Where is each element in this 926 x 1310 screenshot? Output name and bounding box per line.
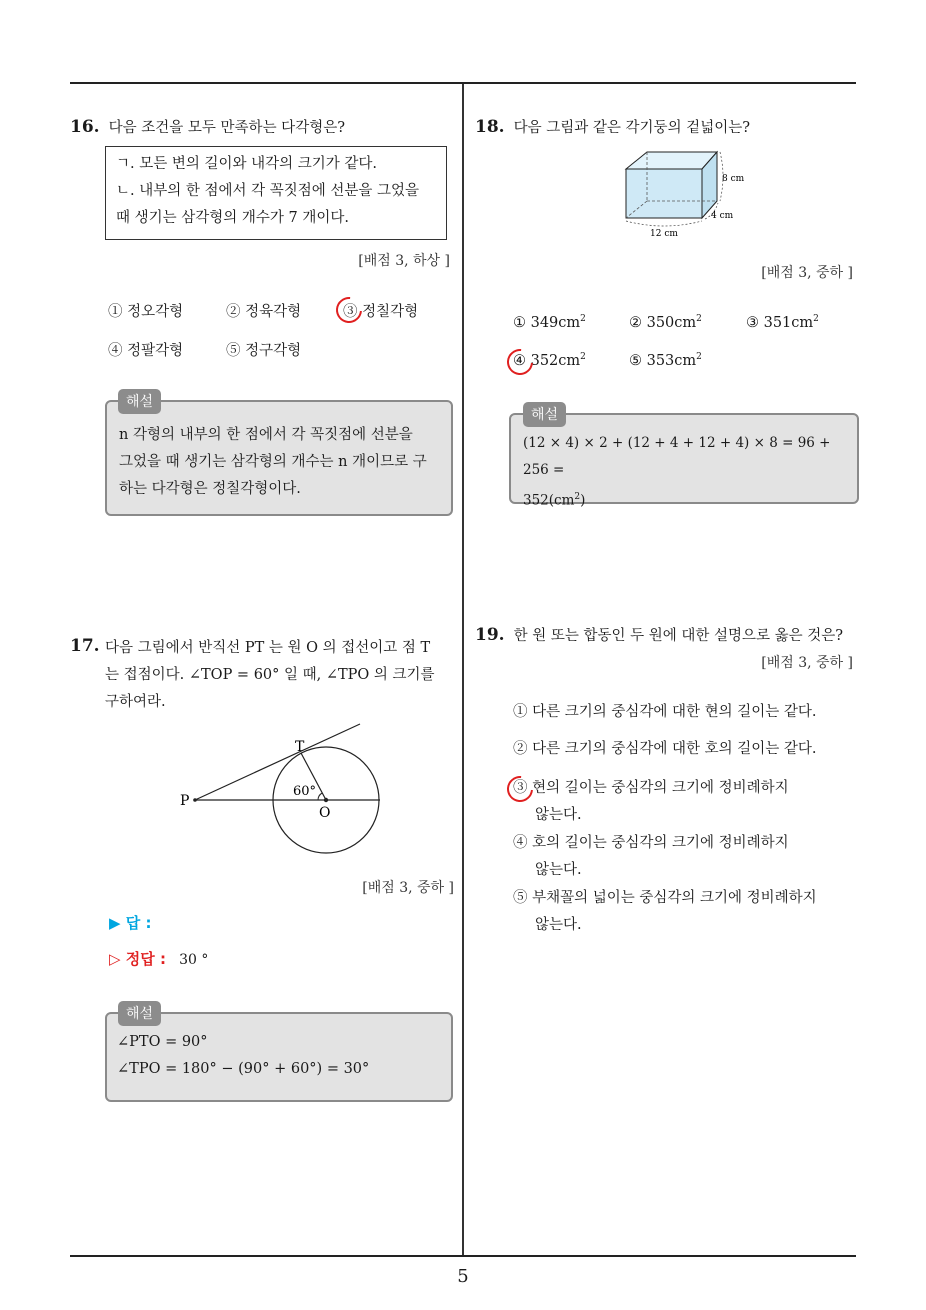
question-number: 16.: [70, 117, 100, 137]
superscript: 2: [696, 314, 702, 324]
solution-label: 해설: [523, 402, 566, 427]
answer-label: ▶ 답 :: [109, 914, 152, 932]
score: [배점 3, 중하 ]: [362, 880, 454, 896]
width-brace: [626, 221, 702, 226]
question-line: 다음 그림에서 반직선 PT 는 원 O 의 접선이고 점 T: [105, 640, 431, 656]
correct-answer-row: [109, 948, 208, 969]
question-line: 는 접점이다. ∠TOP = 60° 일 때, ∠TPO 의 크기를: [105, 667, 435, 683]
solution-line: 하는 다각형은 정칠각형이다.: [119, 481, 301, 497]
option-3[interactable]: ③ 정칠각형: [343, 304, 419, 320]
question-number: 19.: [475, 625, 505, 645]
option-4[interactable]: ④ 정팔각형: [108, 343, 184, 359]
score: [배점 3, 중하 ]: [761, 265, 853, 281]
option-2[interactable]: ② 정육각형: [226, 304, 302, 320]
question-text: [105, 635, 455, 716]
label-t: T: [295, 739, 305, 755]
solution-line: (12 × 4) × 2 + (12 + 4 + 12 + 4) × 8 = 96 + 256 =: [523, 435, 831, 478]
option-1[interactable]: [513, 699, 817, 726]
option-line: ④ 호의 길이는 중심각의 크기에 정비례하지: [513, 835, 789, 851]
center-point: [324, 798, 328, 802]
superscript: 2: [580, 314, 586, 324]
solution-label: 해설: [118, 1001, 161, 1026]
option-number: ②: [629, 314, 642, 331]
condition-line: ㄴ. 내부의 한 점에서 각 꼭짓점에 선분을 그었을: [116, 183, 420, 199]
solution-label: 해설: [118, 389, 161, 414]
question-text: 다음 그림과 같은 각기둥의 겉넓이는?: [513, 120, 750, 136]
option-number: ④: [513, 352, 526, 369]
question-17: [70, 636, 100, 656]
score: [배점 3, 하상 ]: [358, 253, 450, 269]
ray-pt: [195, 724, 360, 800]
correct-answer-value: 30 °: [179, 952, 209, 968]
question-line: 구하여라.: [105, 694, 166, 710]
correct-answer-label: ▷ 정답 :: [109, 950, 166, 968]
solution-line: ∠TPO = 180° − (90° + 60°) = 30°: [117, 1061, 370, 1077]
superscript: 2: [574, 492, 581, 502]
option-number: ⑤: [629, 352, 642, 369]
page-number: 5: [457, 1266, 469, 1287]
option-line: 않는다.: [535, 862, 582, 878]
option-line: 않는다.: [535, 807, 582, 823]
option-2[interactable]: [513, 736, 817, 763]
angle-label: 60°: [293, 784, 317, 799]
option-1[interactable]: [513, 314, 586, 331]
option-5[interactable]: ⑤ 정구각형: [226, 343, 302, 359]
solution-line: ∠PTO = 90°: [117, 1034, 208, 1050]
option-5[interactable]: [513, 885, 817, 939]
question-number: 17.: [70, 636, 100, 656]
question-text: 한 원 또는 합동인 두 원에 대한 설명으로 옳은 것은?: [513, 628, 844, 644]
question-18: [475, 116, 750, 137]
selected-mark: [502, 344, 539, 381]
option-line: ① 다른 크기의 중심각에 대한 현의 길이는 같다.: [513, 704, 817, 720]
option-5[interactable]: [629, 352, 702, 369]
score: [배점 3, 중하 ]: [761, 655, 853, 671]
height-label: 8 cm: [722, 174, 745, 184]
condition-line: 때 생기는 삼각형의 개수가 7 개이다.: [116, 210, 349, 226]
option-3[interactable]: [513, 775, 789, 829]
question-16: [70, 116, 345, 137]
option-value: 352cm: [530, 352, 581, 369]
selected-mark: [331, 292, 368, 329]
option-value: 349cm: [530, 314, 581, 331]
width-label: 12 cm: [650, 229, 678, 239]
option-number: ①: [513, 314, 526, 331]
prism-front-face: [626, 169, 702, 218]
bottom-rule: [70, 1255, 856, 1257]
prism-figure: [612, 145, 762, 240]
depth-label: 4 cm: [711, 211, 734, 221]
option-2[interactable]: [629, 314, 702, 331]
option-value: 353cm: [646, 352, 697, 369]
prism-top-face: [626, 152, 717, 169]
superscript: 2: [696, 352, 702, 362]
option-line: 않는다.: [535, 917, 582, 933]
superscript: 2: [813, 314, 819, 324]
solution-line: [523, 484, 857, 515]
question-text: 다음 조건을 모두 만족하는 다각형은?: [108, 120, 345, 136]
option-value: 350cm: [646, 314, 697, 331]
tangent-circle-figure: [175, 715, 390, 860]
option-3[interactable]: [746, 314, 819, 331]
option-line: ② 다른 크기의 중심각에 대한 호의 길이는 같다.: [513, 741, 817, 757]
option-number: ③: [746, 314, 759, 331]
angle-arc: [318, 793, 322, 800]
option-4[interactable]: [513, 830, 789, 884]
solution-box: [105, 400, 453, 516]
option-1[interactable]: ① 정오각형: [108, 304, 184, 320]
label-o: O: [319, 805, 331, 821]
option-value: 351cm: [763, 314, 814, 331]
question-19: [475, 624, 843, 645]
superscript: 2: [580, 352, 586, 362]
solution-text: ): [580, 492, 586, 509]
point-p: [193, 798, 197, 802]
solution-line: n 각형의 내부의 한 점에서 각 꼭짓점에 선분을: [119, 427, 413, 443]
condition-line: ㄱ. 모든 변의 길이와 내각의 크기가 같다.: [116, 156, 377, 172]
question-number: 18.: [475, 117, 505, 137]
label-p: P: [180, 793, 190, 809]
solution-text: 352(cm: [523, 492, 575, 509]
condition-box: [105, 146, 447, 240]
solution-line: 그었을 때 생기는 삼각형의 개수는 n 개이므로 구: [119, 454, 427, 470]
column-divider: [462, 84, 464, 1257]
option-line: ③ 현의 길이는 중심각의 크기에 정비례하지: [513, 780, 789, 796]
option-line: ⑤ 부채꼴의 넓이는 중심각의 크기에 정비례하지: [513, 890, 817, 906]
